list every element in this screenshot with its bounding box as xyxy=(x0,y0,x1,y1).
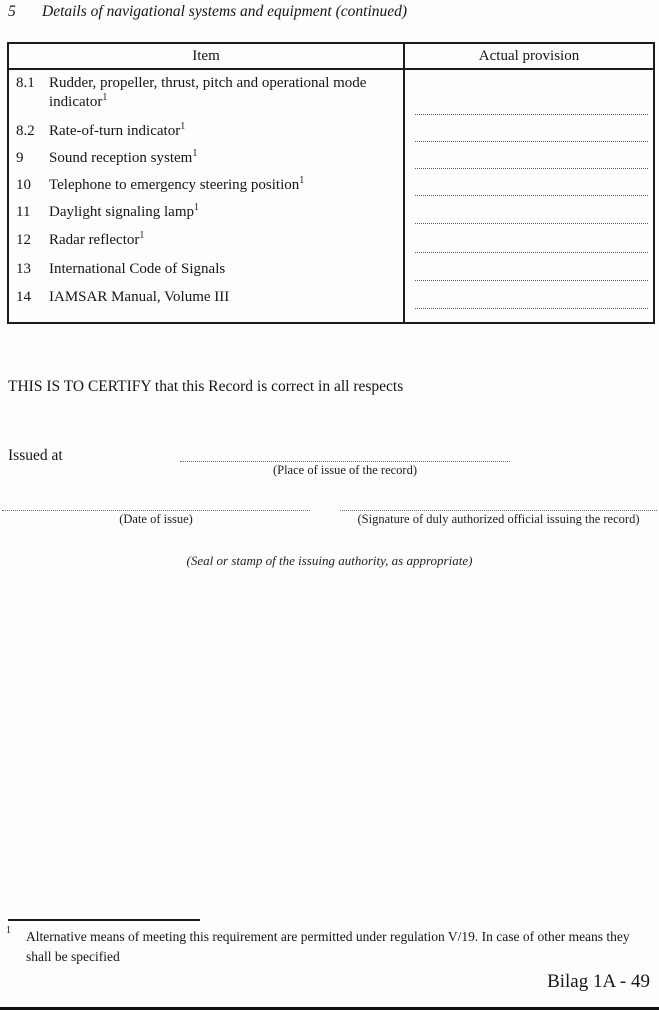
item-label: Radar reflector$^1$ xyxy=(49,230,145,248)
table-bottom-spacer xyxy=(9,312,653,322)
place-of-issue-block xyxy=(180,448,510,478)
provision-fill-line[interactable] xyxy=(415,308,648,309)
item-label: Telephone to emergency steering position$^1$ xyxy=(49,175,305,193)
place-of-issue-caption: (Place of issue of the record) xyxy=(272,463,418,477)
table-row xyxy=(9,118,653,145)
table-header-row xyxy=(9,44,653,70)
footnote-text: Alternative means of meeting this requirement are permitted under regulation V/19. In case of other means they shall be specified xyxy=(26,929,630,964)
footnote-marker: 1 xyxy=(6,925,11,936)
item-column-header: Item xyxy=(9,44,405,68)
item-label: Rudder, propeller, thrust, pitch and operational mode indicator$^1$ xyxy=(49,75,367,110)
place-of-issue-fill-line[interactable] xyxy=(180,448,510,462)
footnote-marker: 1 xyxy=(102,92,108,103)
footnote-marker: 1 xyxy=(299,175,305,186)
item-label: Rate-of-turn indicator$^1$ xyxy=(49,121,186,139)
table-row xyxy=(9,145,653,172)
section-title: Details of navigational systems and equipment (continued) xyxy=(42,3,408,20)
table-row xyxy=(9,70,653,118)
date-of-issue-fill-line[interactable] xyxy=(2,497,310,511)
provision-fill-line[interactable] xyxy=(415,252,648,253)
item-number: 13 xyxy=(16,261,31,277)
provision-fill-line[interactable] xyxy=(415,168,648,169)
actual-provision-column-header: Actual provision xyxy=(478,48,580,64)
item-number: 14 xyxy=(16,289,31,305)
table-row xyxy=(9,256,653,284)
item-label: Sound reception system$^1$ xyxy=(49,148,198,166)
provision-fill-line[interactable] xyxy=(415,223,648,224)
page-number-label: Bilag 1A - 49 xyxy=(547,971,650,992)
item-number: 11 xyxy=(16,204,31,220)
item-label: Daylight signaling lamp$^1$ xyxy=(49,202,199,220)
date-of-issue-block xyxy=(2,497,310,527)
provision-fill-line[interactable] xyxy=(415,141,648,142)
table-row xyxy=(9,284,653,312)
table-row xyxy=(9,227,653,256)
seal-or-stamp-caption: (Seal or stamp of the issuing authority, as appropriate) xyxy=(186,553,473,568)
table-row xyxy=(9,199,653,227)
footnote-marker: 1 xyxy=(193,202,199,213)
signature-block xyxy=(340,497,657,527)
footnote-marker: 1 xyxy=(192,148,198,159)
section-heading xyxy=(8,3,407,21)
footnote-separator-rule xyxy=(8,919,200,921)
provision-fill-line[interactable] xyxy=(415,114,648,115)
item-number: 8.2 xyxy=(16,123,35,139)
item-number: 9 xyxy=(16,150,24,166)
issued-at-label: Issued at xyxy=(8,447,63,464)
item-label: IAMSAR Manual, Volume III xyxy=(49,289,230,305)
footnote-marker: 1 xyxy=(180,121,186,132)
item-number: 12 xyxy=(16,232,31,248)
equipment-table xyxy=(7,42,655,324)
table-row xyxy=(9,172,653,199)
certify-statement: THIS IS TO CERTIFY that this Record is correct in all respects xyxy=(8,378,404,395)
footnote-marker: 1 xyxy=(139,230,145,241)
item-label: International Code of Signals xyxy=(49,261,226,277)
section-number: 5 xyxy=(8,3,16,20)
signature-caption: (Signature of duly authorized official issuing the record) xyxy=(357,512,640,526)
provision-fill-line[interactable] xyxy=(415,280,648,281)
item-number: 8.1 xyxy=(16,75,35,91)
provision-fill-line[interactable] xyxy=(415,195,648,196)
item-number: 10 xyxy=(16,177,31,193)
signature-fill-line[interactable] xyxy=(340,497,657,511)
date-of-issue-caption: (Date of issue) xyxy=(119,512,193,526)
